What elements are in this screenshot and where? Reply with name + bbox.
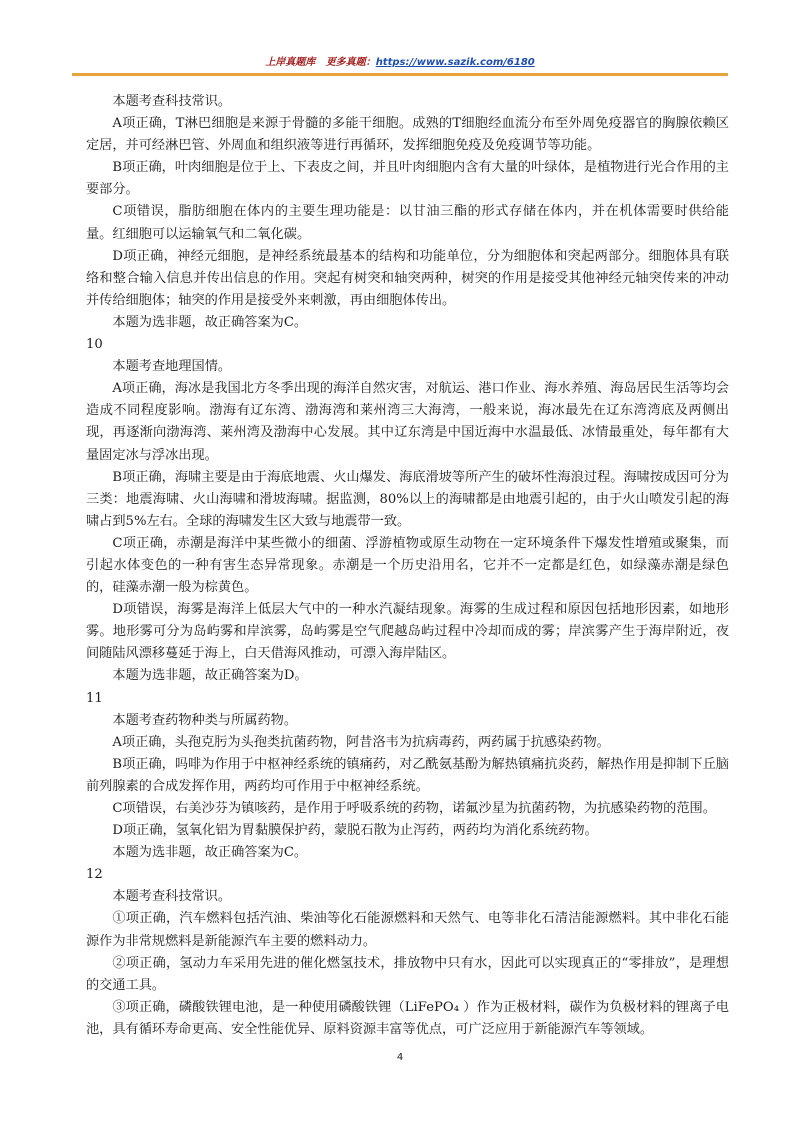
paragraph: A项正确，头孢克肟为头孢类抗菌药物，阿昔洛韦为抗病毒药，两药属于抗感染药物。 <box>112 734 610 750</box>
paragraph: A项正确，T淋巴细胞是来源于骨髓的多能干细胞。成熟的T细胞经血流分布至外周免疫器官的胸腺依赖区定居，并可经淋巴管、外周血和组织液等进行再循环，发挥细胞免疫及免疫调节等功能。 <box>86 116 729 154</box>
question-number: 12 <box>86 867 103 883</box>
paragraph: ③项正确，磷酸铁锂电池，是一种使用磷酸铁锂（LiFePO₄ ）作为正极材料，碳作为负极材料的锂离子电池，具有循环寿命更高、安全性能优异、原料资源丰富等优点，可广泛应用于新能源汽车等领域。 <box>86 999 729 1037</box>
paragraph: C项错误，右美沙芬为镇咳药，是作用于呼吸系统的药物，诺氟沙星为抗菌药物，为抗感染药物的范围。 <box>112 801 716 816</box>
paragraph: B项正确，吗啡为作用于中枢神经系统的镇痛药，对乙酰氨基酚为解热镇痛抗炎药，解热作用是抑制下丘脑前列腺素的合成发挥作用，两药均可作用于中枢神经系统。 <box>86 756 729 794</box>
paragraph: 本题考查科技常识。 <box>112 889 232 905</box>
header-brand: 上岸真题库 <box>265 57 316 68</box>
header-divider <box>72 73 728 76</box>
header-separator <box>315 57 325 68</box>
paragraph: D项正确，氢氧化铝为胃黏膜保护药，蒙脱石散为止泻药，两药均为消化系统药物。 <box>112 823 598 839</box>
paragraph: B项正确，叶肉细胞是位于上、下表皮之间，并且叶肉细胞内含有大量的叶绿体，是植物进行光合作用的主要部分。 <box>86 160 729 198</box>
header-prefix: 更多真题： <box>325 57 376 68</box>
paragraph: C项正确，赤潮是海洋中某些微小的细菌、浮游植物或原生动物在一定环境条件下爆发性增殖或聚集，而引起水体变色的一种有害生态异常现象。赤潮是一个历史沿用名，它并不一定都是红色，如绿藻赤潮是绿色的，硅藻赤潮一般为棕黄色。 <box>86 535 729 596</box>
question-number: 10 <box>86 337 103 353</box>
paragraph: B项正确，海啸主要是由于海底地震、火山爆发、海底滑坡等所产生的破坏性海浪过程。海啸按成因可分为三类：地震海啸、火山海啸和滑坡海啸。据监测，80%以上的海啸都是由地震引起的，由于火山喷发引起的海啸占到5%左右。全球的海啸发生区大致与地震带一致。 <box>86 469 729 529</box>
paragraph: 本题考查地理国情。 <box>112 359 232 375</box>
paragraph: A项正确，海冰是我国北方冬季出现的海洋自然灾害，对航运、港口作业、海水养殖、海岛居民生活等均会造成不同程度影响。渤海有辽东湾、渤海湾和莱州湾三大海湾，一般来说，海冰最先在辽东湾湾底及两侧出现，再逐渐向渤海湾、莱州湾及渤海中心发展。其中辽东湾是中国近海中水温最低、冰情最重处，每年都有大量固定冰与浮冰出现。 <box>86 381 729 463</box>
paragraph: C项错误，脂肪细胞在体内的主要生理功能是：以甘油三酯的形式存储在体内，并在机体需要时供给能量。红细胞可以运输氧气和二氧化碳。 <box>86 204 729 242</box>
paragraph: D项正确，神经元细胞，是神经系统最基本的结构和功能单位，分为细胞体和突起两部分。细胞体具有联络和整合输入信息并传出信息的作用。突起有树突和轴突两种，树突的作用是接受其他神经元轴突传来的冲动并传给细胞体；轴突的作用是接受外来刺激，再由细胞体传出。 <box>86 248 729 308</box>
paragraph: D项错误，海雾是海洋上低层大气中的一种水汽凝结现象。海雾的生成过程和原因包括地形因素，如地形雾。地形雾可分为岛屿雾和岸滨雾，岛屿雾是空气爬越岛屿过程中冷却而成的雾；岸滨雾产生于海岸附近，夜间随陆风漂移蔓延于海上，白天借海风推动，可漂入海岸陆区。 <box>86 602 729 662</box>
paragraph: ②项正确，氢动力车采用先进的催化燃氢技术，排放物中只有水，因此可以实现真正的“零排放”，是理想的交通工具。 <box>86 955 729 993</box>
page-number: 4 <box>396 1052 404 1063</box>
document-body <box>86 91 729 1041</box>
page-header <box>72 56 728 70</box>
paragraph: 本题为选非题，故正确答案为C。 <box>112 314 308 330</box>
paragraph: 本题考查药物种类与所属药物。 <box>112 712 298 728</box>
paragraph: 本题为选非题，故正确答案为D。 <box>112 668 308 684</box>
question-number: 11 <box>86 690 103 706</box>
paragraph: 本题考查科技常识。 <box>112 94 232 109</box>
paragraph: ①项正确，汽车燃料包括汽油、柴油等化石能源燃料和天然气、电等非化石清洁能源燃料。其中非化石能源作为非常规燃料是新能源汽车主要的燃料动力。 <box>86 911 729 949</box>
paragraph: 本题为选非题，故正确答案为C。 <box>112 845 308 861</box>
header-link[interactable]: https://www.sazik.com/6180 <box>375 57 535 68</box>
